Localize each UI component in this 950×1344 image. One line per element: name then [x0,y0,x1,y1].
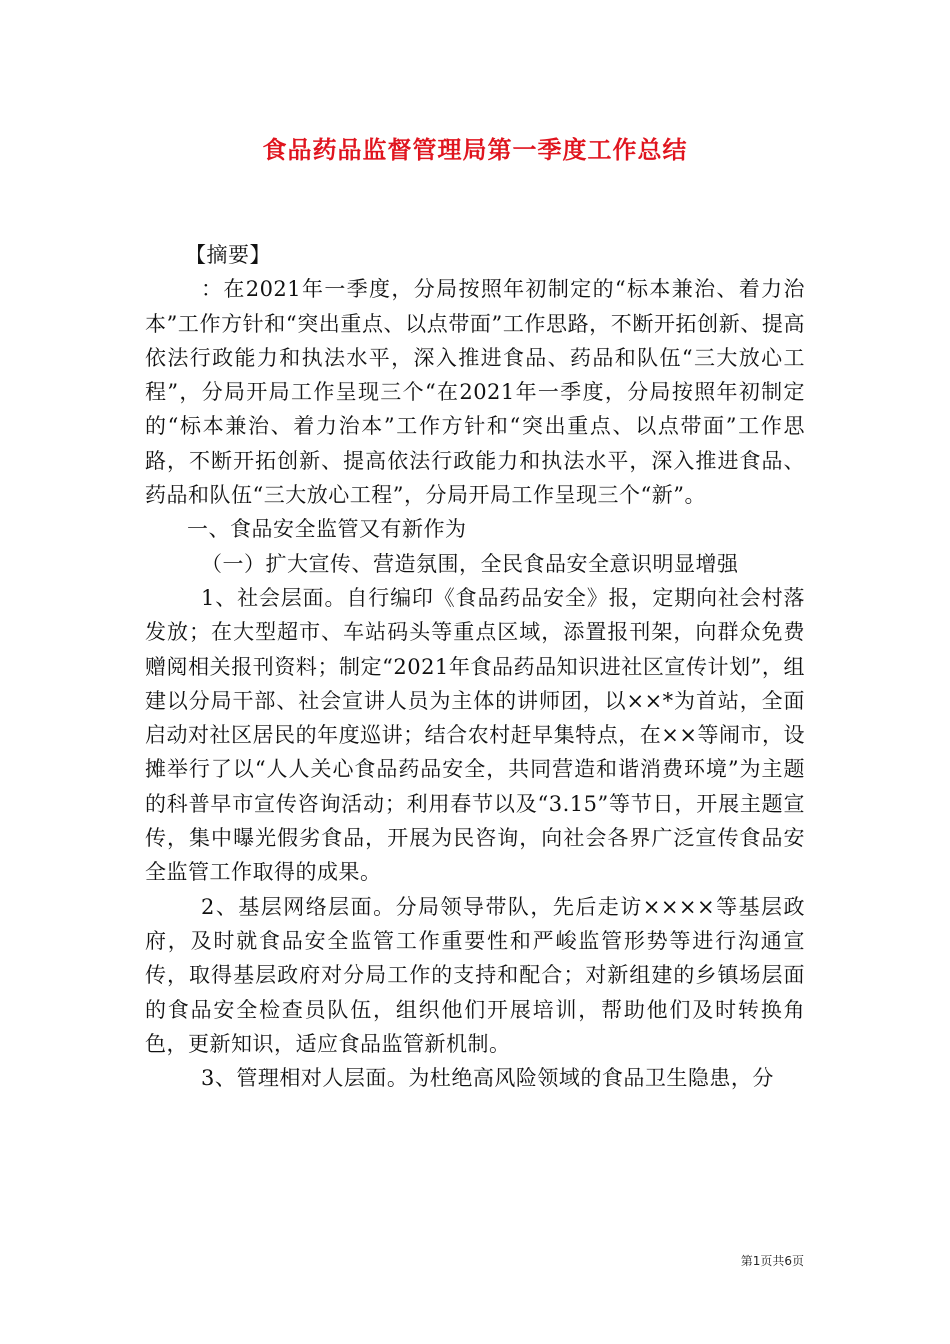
document-title: 食品药品监督管理局第一季度工作总结 [262,136,688,164]
abstract-heading: 【摘要】 [185,243,271,267]
body-paragraph: 3、管理相对人层面。为杜绝高风险领域的食品卫生隐患，分 [201,1066,774,1091]
page-number: 第1页共6页 [740,1254,804,1268]
section-heading: 一、食品安全监管又有新作为 [187,517,467,542]
abstract-paragraph: ：在2021年一季度，分局按照年初制定的“标本兼治、着力治本”工作方针和“突出重点、以点带面”工作思路，不断开拓创新、提高依法行政能力和执法水平，深入推进食品、药品和队伍“三大放心工程”，分局开局工作呈现三个“在2021年一季度，分局按照年初制定的“标本兼治、着力治本”工作方针和“突出重点、以点带面”工作思路，不断开拓创新、提高依法行政能力和执法水平，深入推进食品、药品和队伍“三大放心工程”，分局开局工作呈现三个“新”。 [145,277,805,508]
document-body [145,238,805,1095]
subsection-heading: （一）扩大宣传、营造氛围，全民食品安全意识明显增强 [201,551,739,576]
body-paragraph: 2、基层网络层面。分局领导带队，先后走访××××等基层政府，及时就食品安全监管工作重要性和严峻监管形势等进行沟通宣传，取得基层政府对分局工作的支持和配合；对新组建的乡镇场层面的食品安全检查员队伍，组织他们开展培训，帮助他们及时转换角色，更新知识，适应食品监管新机制。 [145,894,805,1056]
body-paragraph: 1、社会层面。自行编印《食品药品安全》报，定期向社会村落发放；在大型超市、车站码头等重点区域，添置报刊架，向群众免费赠阅相关报刊资料；制定“2021年食品药品知识进社区宣传计划”，组建以分局干部、社会宣讲人员为主体的讲师团，以××*为首站，全面启动对社区居民的年度巡讲；结合农村赶早集特点，在××等闹市，设摊举行了以“人人关心食品药品安全，共同营造和谐消费环境”为主题的科普早市宣传咨询活动；利用春节以及“3.15”等节日，开展主题宣传，集中曝光假劣食品，开展为民咨询，向社会各界广泛宣传食品安全监管工作取得的成果。 [145,585,805,885]
